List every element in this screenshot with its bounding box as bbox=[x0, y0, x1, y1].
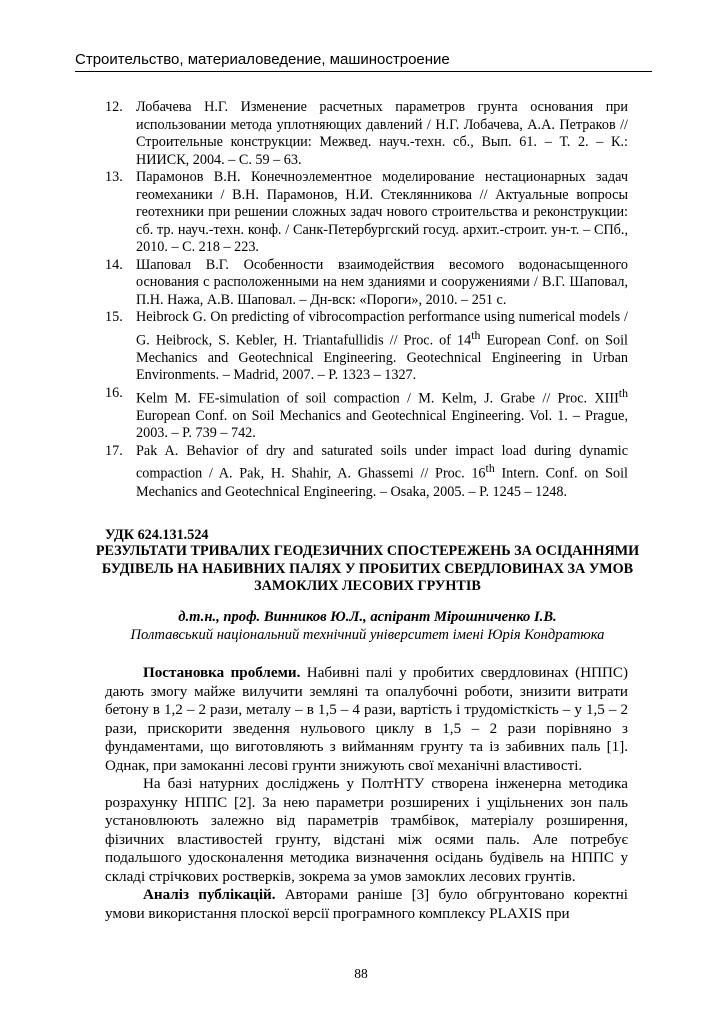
superscript: th bbox=[471, 327, 481, 342]
reference-number: 13. bbox=[105, 169, 123, 185]
reference-text-cont: European Conf. on Soil Mechanics and Geotechnical Engineering. Vol. 1. – Prague, 2003. – P. 739 – 742. bbox=[136, 407, 628, 442]
reference-text-cont: European Conf. on Soil Mechanics and Geotechnical Engineering. Geotechnical Engineering in Urban Environments. – Madrid, 2007. – P. 1323 – 1327. bbox=[136, 332, 628, 384]
reference-number: 14. bbox=[105, 256, 123, 273]
article-body bbox=[105, 664, 628, 923]
running-header: Строительство, материаловедение, машиностроение bbox=[75, 51, 450, 68]
reference-number: 12. bbox=[105, 99, 123, 115]
superscript: th bbox=[618, 385, 628, 400]
reference-item bbox=[105, 99, 628, 169]
reference-text: Парамонов В.Н. Конечноэлементное моделирование нестационарных задач геомеханики / В.Н. Парамонов, Н.И. Стеклянникова // Актуальные вопросы геотехники при решении сложных задач нового строительства и реконструкции: сб. тр. науч.-техн. конф. / Санк-Петербургский госуд. архит.-строит. ун-т. – СПб., 2010. – С. 218 – 223. bbox=[136, 169, 628, 255]
superscript: th bbox=[485, 461, 495, 476]
paragraph-lead: Аналіз публікацій. bbox=[143, 887, 276, 903]
paragraph-text: Набивні палі у пробитих свердловинах (НППС) дають змогу майже вилучити земляні та опалубочні роботи, знизити витрати бетону в 1,2 – 2 рази, металу – в 1,5 – 4 рази, вартість і трудомісткість – у 1,5 – 2 рази, прискорити зведення нульового циклу в 1,5 – 2 рази порівняно з фундаментами, що виготовляють з вийманням грунту та із забивних паль [1]. Однак, при замоканні лесові грунти знижують свої механічні властивості. bbox=[105, 665, 628, 774]
reference-item bbox=[105, 169, 628, 257]
paragraph-text: Авторами раніше [3] було обгрунтовано коректні умови використання плоскої версії програмного комплексу PLAXIS при bbox=[105, 887, 628, 922]
reference-text: Шаповал В.Г. Особенности взаимодействия весомого водонасыщенного основания с расположенными на нем зданиями и сооружениями / В.Г. Шаповал, П.Н. Нажа, А.В. Шаповал. – Дн-вск: «Пороги», 2010. – 251 с. bbox=[136, 256, 628, 308]
paragraph-lead: Постановка проблеми. bbox=[143, 665, 301, 681]
paragraph bbox=[105, 775, 628, 886]
reference-number: 17. bbox=[105, 442, 123, 459]
author-affiliation: Полтавський національний технічний університет імені Юрія Кондратюка bbox=[130, 627, 605, 643]
reference-text: Pak A. Behavior of dry and saturated soils under impact load during dynamic compaction / A. Pak, H. Shahir, A. Ghassemi // Proc. 16 bbox=[136, 442, 628, 483]
reference-list bbox=[105, 99, 628, 501]
reference-number: 15. bbox=[105, 309, 123, 325]
reference-item bbox=[105, 385, 628, 443]
paragraph-text: На базі натурних досліджень у ПолтНТУ створена інженерна методика розрахунку НППС [2]. За нею параметри розширених і ущільнених зон паль установлюють залежно від параметрів трамбівок, матеріалу розширення, фізичних властивостей грунту, відстані між осями паль. Але потребує подальшого удосконалення методика визначення осідань будівель на НППС у складі стрічкових ростверків, зокрема за умов замоклих лесових грунтів. bbox=[105, 776, 628, 885]
reference-item bbox=[105, 257, 628, 310]
reference-item bbox=[105, 309, 628, 385]
reference-text: Kelm M. FE-simulation of soil compaction / M. Kelm, J. Grabe // Proc. XIII bbox=[136, 390, 619, 407]
reference-number: 16. bbox=[105, 384, 123, 401]
paragraph bbox=[105, 886, 628, 923]
reference-text: Лобачева Н.Г. Изменение расчетных параметров грунта основания при использовании метода уплотняющих давлений / Н.Г. Лобачева, А.А. Петраков // Строительные конструкции: Межвед. науч.-техн. сб., Вып. 61. – Т. 2. – К.: НИИСК, 2004. – С. 59 – 63. bbox=[136, 99, 628, 168]
reference-text: Heibrock G. On predicting of vibrocompaction performance using numerical models / G. Heibrock, S. Kebler, H. Triantafullidis // Proc. of 14 bbox=[136, 309, 628, 349]
article-title: РЕЗУЛЬТАТИ ТРИВАЛИХ ГЕОДЕЗИЧНИХ СПОСТЕРЕЖЕНЬ ЗА ОСІДАННЯМИ БУДІВЕЛЬ НА НАБИВНИХ ПАЛЯХ У ПРОБИТИХ СВЕРДЛОВИНАХ ЗА УМОВ ЗАМОКЛИХ ЛЕСОВИХ ГРУНТІВ bbox=[95, 543, 640, 594]
udk-code: УДК 624.131.524 bbox=[105, 527, 209, 543]
article-authors: д.т.н., проф. Винников Ю.Л., аспірант Мірошниченко І.В. bbox=[178, 609, 557, 625]
reference-text-cont: Intern. Conf. on Soil Mechanics and Geotechnical Engineering. – Osaka, 2005. – P. 1245 – 1248. bbox=[136, 466, 628, 500]
page-number: 88 bbox=[354, 966, 368, 981]
reference-item bbox=[105, 443, 628, 501]
paragraph bbox=[105, 664, 628, 775]
header-rule bbox=[75, 71, 652, 72]
